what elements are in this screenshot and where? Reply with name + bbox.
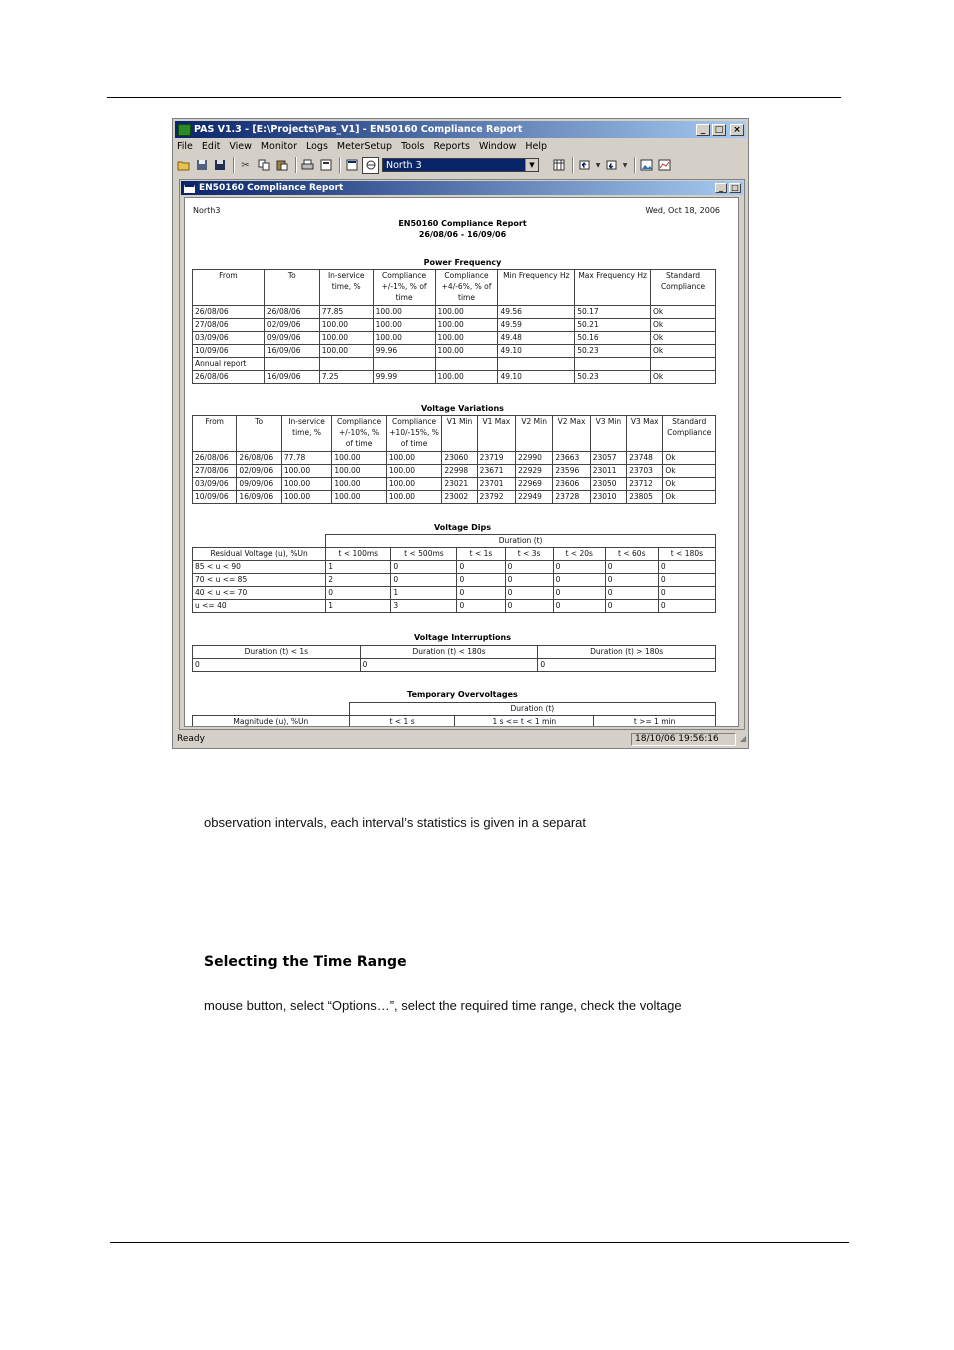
table-cell: 100.00 (332, 478, 387, 491)
table-cell: 0 (605, 587, 658, 600)
table-cell: 0 (658, 600, 715, 613)
table-cell: u <= 40 (193, 600, 326, 613)
power-frequency-table (192, 269, 716, 384)
header-rule (107, 97, 841, 98)
toolbar-separator (634, 157, 636, 173)
table-cell: 77.85 (319, 306, 373, 319)
menu-bar (177, 139, 556, 153)
table-cell: 23712 (627, 478, 663, 491)
table-cell: 23606 (553, 478, 590, 491)
body-line-2: mouse button, select “Options…”, select the required time range, check the voltage (204, 998, 682, 1013)
table-cell: 0 (391, 574, 457, 587)
table-cell: 0 (391, 561, 457, 574)
vv-header-compliance2: Compliance +10/-15%, % of time (386, 416, 442, 452)
table-cell (319, 358, 373, 371)
pf-header-to: To (264, 270, 319, 306)
table-row (193, 358, 716, 371)
table-row (193, 491, 716, 504)
table-cell: 0 (193, 659, 361, 672)
table-cell: 23010 (590, 491, 626, 504)
menu-window[interactable]: Window (478, 140, 517, 152)
vv-header-v2min: V2 Min (516, 416, 553, 452)
dips-header-residual: Residual Voltage (u), %Un (193, 548, 326, 561)
table-cell: 23002 (442, 491, 477, 504)
menu-edit[interactable]: Edit (201, 140, 221, 152)
table-cell: 23701 (477, 478, 515, 491)
table-cell: 10/09/06 (193, 491, 237, 504)
table-cell: 85 < u < 90 (193, 561, 326, 574)
report-period: 26/08/06 - 16/09/06 (418, 230, 507, 239)
pf-header-compliance2: Compliance +4/-6%, % of time (435, 270, 498, 306)
table-row (193, 574, 716, 587)
table-cell: 26/08/06 (237, 452, 281, 465)
table-row (193, 465, 716, 478)
table-cell: 0 (605, 600, 658, 613)
site-combo[interactable] (382, 158, 539, 172)
section-title: Selecting the Time Range (204, 954, 407, 970)
voltage-interruptions-title: Voltage Interruptions (414, 633, 511, 642)
table-cell (373, 358, 435, 371)
table-cell: 23596 (553, 465, 590, 478)
table-cell: 0 (658, 574, 715, 587)
child-window-title: EN50160 Compliance Report (199, 183, 344, 193)
vv-header-compliance1: Compliance +/-10%, % of time (332, 416, 387, 452)
table-cell: 23663 (553, 452, 590, 465)
table-cell: 0 (553, 587, 605, 600)
table-cell: 1 (326, 600, 391, 613)
table-cell (651, 358, 716, 371)
table-cell: 100.00 (281, 478, 331, 491)
table-cell: 0 (457, 600, 505, 613)
toolbar-separator (295, 157, 297, 173)
table-cell: 0 (605, 574, 658, 587)
voltage-variations-table (192, 415, 716, 504)
save-all-icon[interactable] (212, 158, 227, 173)
vi-header-gt-180s: Duration (t) > 180s (538, 646, 716, 659)
table-cell: 03/09/06 (193, 478, 237, 491)
table-cell: 0 (505, 600, 553, 613)
minimize-button[interactable]: _ (696, 124, 710, 136)
vv-header-v3min: V3 Min (590, 416, 626, 452)
pf-header-compliance1: Compliance +/-1%, % of time (373, 270, 435, 306)
vv-header-v1max: V1 Max (477, 416, 515, 452)
table-cell: 16/09/06 (264, 345, 319, 358)
menu-metersetup[interactable]: MeterSetup (336, 140, 393, 152)
table-cell: 100.00 (386, 478, 442, 491)
table-cell: 100.00 (332, 491, 387, 504)
voltage-variations-title: Voltage Variations (421, 404, 504, 413)
table-cell: 2 (326, 574, 391, 587)
table-cell: 100.00 (319, 332, 373, 345)
upload-icon[interactable] (577, 158, 592, 173)
app-window (172, 118, 749, 749)
table-cell: 23728 (553, 491, 590, 504)
table-cell: 27/08/06 (193, 319, 265, 332)
table-row (193, 371, 716, 384)
table-cell: 23011 (590, 465, 626, 478)
table-cell: 22969 (516, 478, 553, 491)
chart-icon[interactable] (657, 158, 672, 173)
table-cell: 22949 (516, 491, 553, 504)
table-row (193, 561, 716, 574)
table-row (193, 306, 716, 319)
vv-header-from: From (193, 416, 237, 452)
dropdown-arrow-icon[interactable]: ▼ (595, 161, 601, 169)
table-cell: 09/09/06 (237, 478, 281, 491)
table-cell: 27/08/06 (193, 465, 237, 478)
menu-tools[interactable]: Tools (401, 140, 425, 152)
table-cell: Ok (651, 306, 716, 319)
menu-file[interactable]: File (177, 140, 193, 152)
table-cell: Annual report (193, 358, 265, 371)
table-cell: 49.10 (498, 371, 575, 384)
vv-header-to: To (237, 416, 281, 452)
properties-icon[interactable] (344, 158, 359, 173)
table-cell: 100.00 (332, 465, 387, 478)
table-cell: 70 < u <= 85 (193, 574, 326, 587)
table-cell: 0 (553, 561, 605, 574)
document-icon (184, 184, 195, 193)
body-line-1: observation intervals, each interval’s statistics is given in a separat (204, 815, 587, 830)
power-frequency-title: Power Frequency (423, 258, 502, 267)
site-combo-value: North 3 (386, 160, 422, 171)
pf-header-from: From (193, 270, 265, 306)
table-cell: 0 (457, 587, 505, 600)
app-icon (178, 124, 191, 136)
table-cell: 49.56 (498, 306, 575, 319)
open-folder-icon[interactable] (176, 158, 191, 173)
table-cell: Ok (663, 478, 716, 491)
table-cell: 0 (457, 574, 505, 587)
table-cell (575, 358, 651, 371)
report-view (184, 197, 739, 727)
vi-header-lt-180s: Duration (t) < 180s (360, 646, 538, 659)
dips-header-1s: t < 1s (457, 548, 505, 561)
table-cell: 09/09/06 (264, 332, 319, 345)
tov-duration-label: Duration (t) (349, 703, 715, 716)
table-cell: 50.23 (575, 371, 651, 384)
resize-grip-icon[interactable]: ◢ (739, 734, 746, 743)
table-cell: 100.00 (373, 332, 435, 345)
table-cell: 3 (391, 600, 457, 613)
maximize-button[interactable]: □ (712, 124, 726, 136)
toolbar-separator (339, 157, 341, 173)
vv-header-v1min: V1 Min (442, 416, 477, 452)
status-text: Ready (177, 734, 205, 744)
table-cell: 100.00 (435, 371, 498, 384)
pf-header-min-frequency: Min Frequency Hz (498, 270, 575, 306)
status-datetime: 18/10/06 19:56:16 (631, 733, 736, 746)
table-cell: Ok (651, 371, 716, 384)
table-cell: 40 < u <= 70 (193, 587, 326, 600)
table-cell: 23792 (477, 491, 515, 504)
dropdown-arrow-icon[interactable]: ▼ (622, 161, 628, 169)
table-cell: 23748 (627, 452, 663, 465)
paste-icon[interactable] (274, 158, 289, 173)
table-row (193, 345, 716, 358)
table-row (193, 600, 716, 613)
print-icon[interactable] (300, 158, 315, 173)
tov-header-1s: t < 1 s (349, 716, 455, 728)
dips-duration-label: Duration (t) (326, 535, 716, 548)
voltage-dips-title: Voltage Dips (433, 523, 492, 532)
table-cell: 22990 (516, 452, 553, 465)
table-cell: 23703 (627, 465, 663, 478)
table-cell: 23021 (442, 478, 477, 491)
table-cell: 100.00 (435, 319, 498, 332)
child-minimize-button[interactable]: _ (715, 183, 727, 193)
table-cell: 0 (505, 587, 553, 600)
table-cell: 23805 (627, 491, 663, 504)
table-cell: 23719 (477, 452, 515, 465)
table-cell: 99.99 (373, 371, 435, 384)
table-cell: 10/09/06 (193, 345, 265, 358)
table-cell: Ok (663, 465, 716, 478)
tov-header-1min: 1 s <= t < 1 min (455, 716, 594, 728)
dips-header-100ms: t < 100ms (326, 548, 391, 561)
table-cell: 22998 (442, 465, 477, 478)
report-date: Wed, Oct 18, 2006 (645, 206, 720, 215)
table-cell: 26/08/06 (193, 452, 237, 465)
footer-rule (110, 1242, 849, 1243)
table-cell: 0 (457, 561, 505, 574)
table-cell: 100.00 (332, 452, 387, 465)
table-cell: 16/09/06 (264, 371, 319, 384)
toolbar-separator (233, 157, 235, 173)
table-cell: 23060 (442, 452, 477, 465)
close-button[interactable]: × (730, 124, 744, 136)
toolbar-separator (572, 157, 574, 173)
chevron-down-icon[interactable]: ▼ (525, 159, 538, 171)
table-cell: 22929 (516, 465, 553, 478)
pf-header-inservice: In-service time, % (319, 270, 373, 306)
toolbar (176, 155, 745, 175)
table-cell: 100.00 (386, 491, 442, 504)
window-title: PAS V1.3 - [E:\Projects\Pas_V1] - EN50160 Compliance Report (194, 124, 523, 135)
table-cell: 03/09/06 (193, 332, 265, 345)
table-cell: 0 (505, 574, 553, 587)
menu-help[interactable]: Help (525, 140, 548, 152)
table-view-icon[interactable] (551, 158, 566, 173)
report-child-window (179, 179, 745, 730)
table-cell: 50.16 (575, 332, 651, 345)
voltage-dips-table (192, 534, 716, 613)
table-cell: 50.23 (575, 345, 651, 358)
cut-icon[interactable]: ✂ (241, 159, 250, 171)
table-cell: 0 (538, 659, 716, 672)
vv-header-v2max: V2 Max (553, 416, 590, 452)
table-cell: 100.00 (435, 332, 498, 345)
table-cell: 100.00 (435, 306, 498, 319)
table-cell: 0 (658, 561, 715, 574)
table-cell: 23671 (477, 465, 515, 478)
table-cell: Ok (651, 319, 716, 332)
table-cell: Ok (663, 452, 716, 465)
menu-logs[interactable]: Logs (305, 140, 328, 152)
report-title: EN50160 Compliance Report (398, 219, 527, 228)
vv-header-inservice: In-service time, % (281, 416, 331, 452)
table-cell: 99.96 (373, 345, 435, 358)
table-cell (435, 358, 498, 371)
print-preview-icon[interactable] (318, 158, 333, 173)
child-title-bar[interactable] (181, 181, 743, 195)
table-cell: 1 (326, 561, 391, 574)
table-cell: 49.59 (498, 319, 575, 332)
table-cell: 100.00 (281, 465, 331, 478)
table-cell: 02/09/06 (237, 465, 281, 478)
table-cell: 50.21 (575, 319, 651, 332)
table-cell: 0 (553, 600, 605, 613)
table-row (193, 659, 716, 672)
table-cell: 50.17 (575, 306, 651, 319)
download-icon[interactable] (604, 158, 619, 173)
table-row (193, 332, 716, 345)
table-cell: 100.00 (373, 319, 435, 332)
table-cell: 0 (605, 561, 658, 574)
table-cell: 0 (360, 659, 538, 672)
vv-header-v3max: V3 Max (627, 416, 663, 452)
table-cell: 100.00 (319, 319, 373, 332)
menu-monitor[interactable]: Monitor (260, 140, 297, 152)
tov-header-magnitude: Magnitude (u), %Un (193, 716, 350, 728)
dips-header-180s: t < 180s (658, 548, 715, 561)
picture-icon[interactable] (639, 158, 654, 173)
pf-header-standard: Standard Compliance (651, 270, 716, 306)
table-cell: 100.00 (373, 306, 435, 319)
table-cell (264, 358, 319, 371)
table-cell: 7.25 (319, 371, 373, 384)
table-cell: 77.78 (281, 452, 331, 465)
dips-header-60s: t < 60s (605, 548, 658, 561)
table-cell: 1 (391, 587, 457, 600)
table-row (193, 478, 716, 491)
table-cell: 100.00 (386, 452, 442, 465)
table-cell: 100.00 (435, 345, 498, 358)
save-icon[interactable] (194, 158, 209, 173)
report-site: North3 (193, 206, 221, 215)
table-cell: 02/09/06 (264, 319, 319, 332)
connect-icon[interactable] (362, 157, 379, 174)
voltage-interruptions-table (192, 645, 716, 672)
table-row (193, 319, 716, 332)
table-cell: 0 (553, 574, 605, 587)
table-cell: 23057 (590, 452, 626, 465)
menu-reports[interactable]: Reports (433, 140, 470, 152)
table-cell: 100.00 (281, 491, 331, 504)
table-cell: 26/08/06 (193, 371, 265, 384)
tov-header-gte-1min: t >= 1 min (594, 716, 716, 728)
title-bar[interactable] (175, 121, 746, 138)
status-bar (175, 733, 746, 746)
table-cell: 23050 (590, 478, 626, 491)
table-cell: 16/09/06 (237, 491, 281, 504)
dips-header-500ms: t < 500ms (391, 548, 457, 561)
table-cell: 49.48 (498, 332, 575, 345)
menu-view[interactable]: View (229, 140, 252, 152)
table-cell: 0 (505, 561, 553, 574)
table-cell: Ok (651, 332, 716, 345)
table-cell: Ok (663, 491, 716, 504)
table-cell: 100.00 (386, 465, 442, 478)
table-cell: 26/08/06 (264, 306, 319, 319)
child-restore-button[interactable]: □ (729, 183, 741, 193)
vv-header-standard: Standard Compliance (663, 416, 716, 452)
dips-header-3s: t < 3s (505, 548, 553, 561)
vi-header-1s: Duration (t) < 1s (193, 646, 361, 659)
table-row (193, 452, 716, 465)
table-cell: 49.10 (498, 345, 575, 358)
copy-icon[interactable] (256, 158, 271, 173)
table-cell: Ok (651, 345, 716, 358)
temporary-overvoltages-title: Temporary Overvoltages (407, 690, 518, 699)
table-row (193, 587, 716, 600)
dips-header-20s: t < 20s (553, 548, 605, 561)
table-cell: 0 (326, 587, 391, 600)
pf-header-max-frequency: Max Frequency Hz (575, 270, 651, 306)
temporary-overvoltages-table (192, 702, 716, 727)
table-cell: 26/08/06 (193, 306, 265, 319)
table-cell: 0 (658, 587, 715, 600)
table-cell (498, 358, 575, 371)
table-cell: 100.00 (319, 345, 373, 358)
